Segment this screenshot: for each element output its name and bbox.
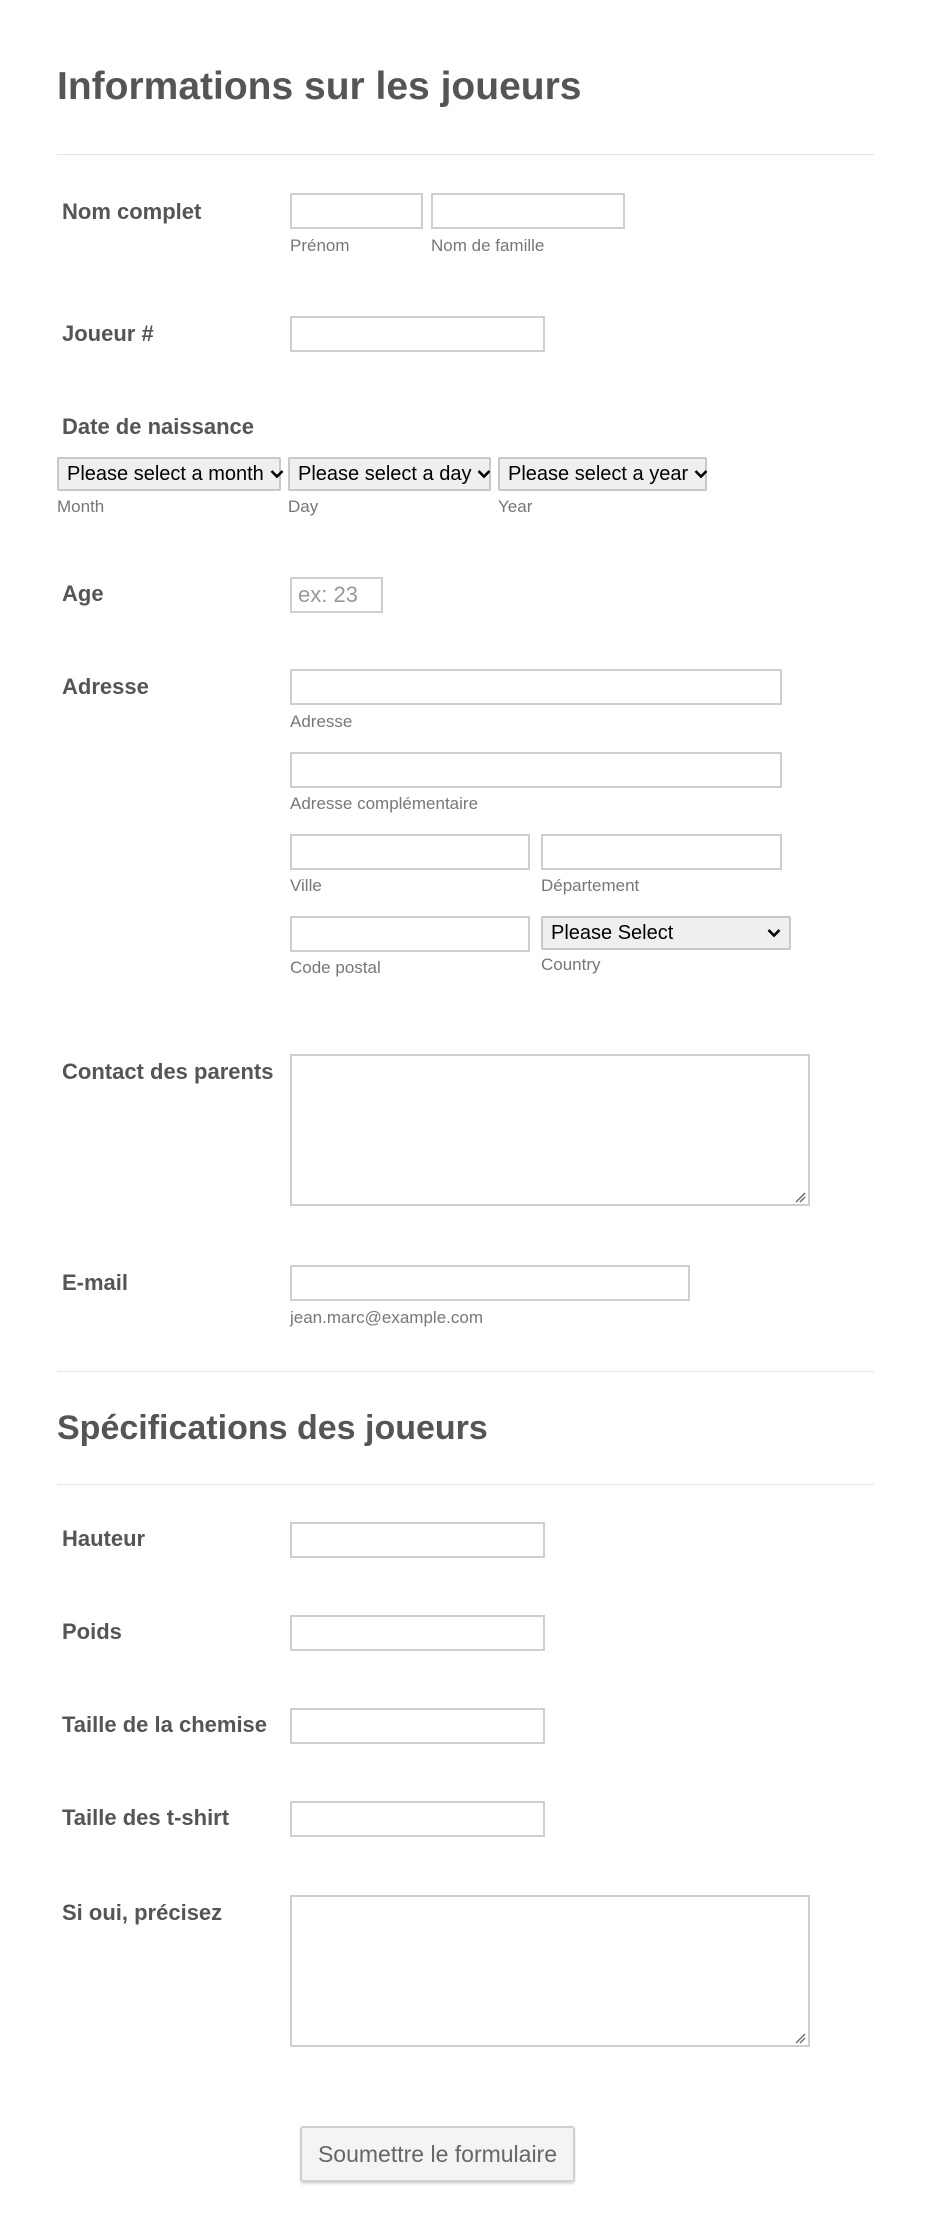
address-line2-sublabel: Adresse complémentaire <box>290 794 479 813</box>
address-line1-sublabel: Adresse <box>290 712 353 731</box>
address-line1-input[interactable] <box>290 669 782 705</box>
birth-month-select[interactable] <box>57 457 281 491</box>
zip-sublabel: Code postal <box>290 958 381 977</box>
birth-day-value: Please select a day <box>298 462 472 485</box>
birth-date-label: Date de naissance <box>62 414 254 439</box>
birth-year-select[interactable] <box>498 457 707 491</box>
birth-year-sublabel: Year <box>498 497 533 516</box>
section-title-player-info: Informations sur les joueurs <box>57 65 582 108</box>
state-sublabel: Département <box>541 876 640 895</box>
city-input[interactable] <box>290 834 530 870</box>
weight-input[interactable] <box>290 1615 545 1651</box>
email-input[interactable] <box>290 1265 690 1301</box>
first-name-input[interactable] <box>290 193 423 229</box>
submit-button[interactable]: Soumettre le formulaire <box>300 2126 575 2182</box>
divider <box>57 154 874 155</box>
height-input[interactable] <box>290 1522 545 1558</box>
tshirt-size-input[interactable] <box>290 1801 545 1837</box>
tshirt-size-label: Taille des t-shirt <box>62 1805 230 1830</box>
parent-contact-textarea[interactable] <box>290 1054 810 1206</box>
divider <box>57 1484 874 1485</box>
last-name-input[interactable] <box>431 193 625 229</box>
last-name-sublabel: Nom de famille <box>431 236 545 255</box>
age-input[interactable] <box>290 577 383 613</box>
chevron-down-icon <box>694 466 708 482</box>
birth-month-value: Please select a month <box>67 462 264 485</box>
birth-day-select[interactable] <box>288 457 491 491</box>
city-sublabel: Ville <box>290 876 322 895</box>
shirt-size-label: Taille de la chemise <box>62 1712 268 1737</box>
birth-year-value: Please select a year <box>508 462 689 485</box>
section-title-player-specs: Spécifications des joueurs <box>57 1409 488 1447</box>
address-line2-input[interactable] <box>290 752 782 788</box>
zip-input[interactable] <box>290 916 530 952</box>
player-number-label: Joueur # <box>62 321 154 346</box>
chevron-down-icon <box>767 925 781 941</box>
birth-day-sublabel: Day <box>288 497 319 516</box>
chevron-down-icon <box>477 466 491 482</box>
player-number-input[interactable] <box>290 316 545 352</box>
country-sublabel: Country <box>541 955 601 974</box>
resize-grip-icon[interactable] <box>794 1190 806 1202</box>
email-sublabel: jean.marc@example.com <box>290 1308 483 1327</box>
divider <box>57 1371 874 1372</box>
weight-label: Poids <box>62 1619 122 1644</box>
parent-contact-label: Contact des parents <box>62 1059 274 1084</box>
details-label: Si oui, précisez <box>62 1900 223 1925</box>
details-textarea[interactable] <box>290 1895 810 2047</box>
first-name-sublabel: Prénom <box>290 236 350 255</box>
country-value: Please Select <box>551 921 674 944</box>
state-input[interactable] <box>541 834 782 870</box>
chevron-down-icon <box>270 466 284 482</box>
birth-month-sublabel: Month <box>57 497 105 516</box>
email-label: E-mail <box>62 1270 129 1295</box>
shirt-size-input[interactable] <box>290 1708 545 1744</box>
height-label: Hauteur <box>62 1526 146 1551</box>
country-select[interactable] <box>541 916 791 950</box>
address-label: Adresse <box>62 674 149 699</box>
resize-grip-icon[interactable] <box>794 2031 806 2043</box>
age-label: Age <box>62 581 104 606</box>
full-name-label: Nom complet <box>62 199 202 224</box>
